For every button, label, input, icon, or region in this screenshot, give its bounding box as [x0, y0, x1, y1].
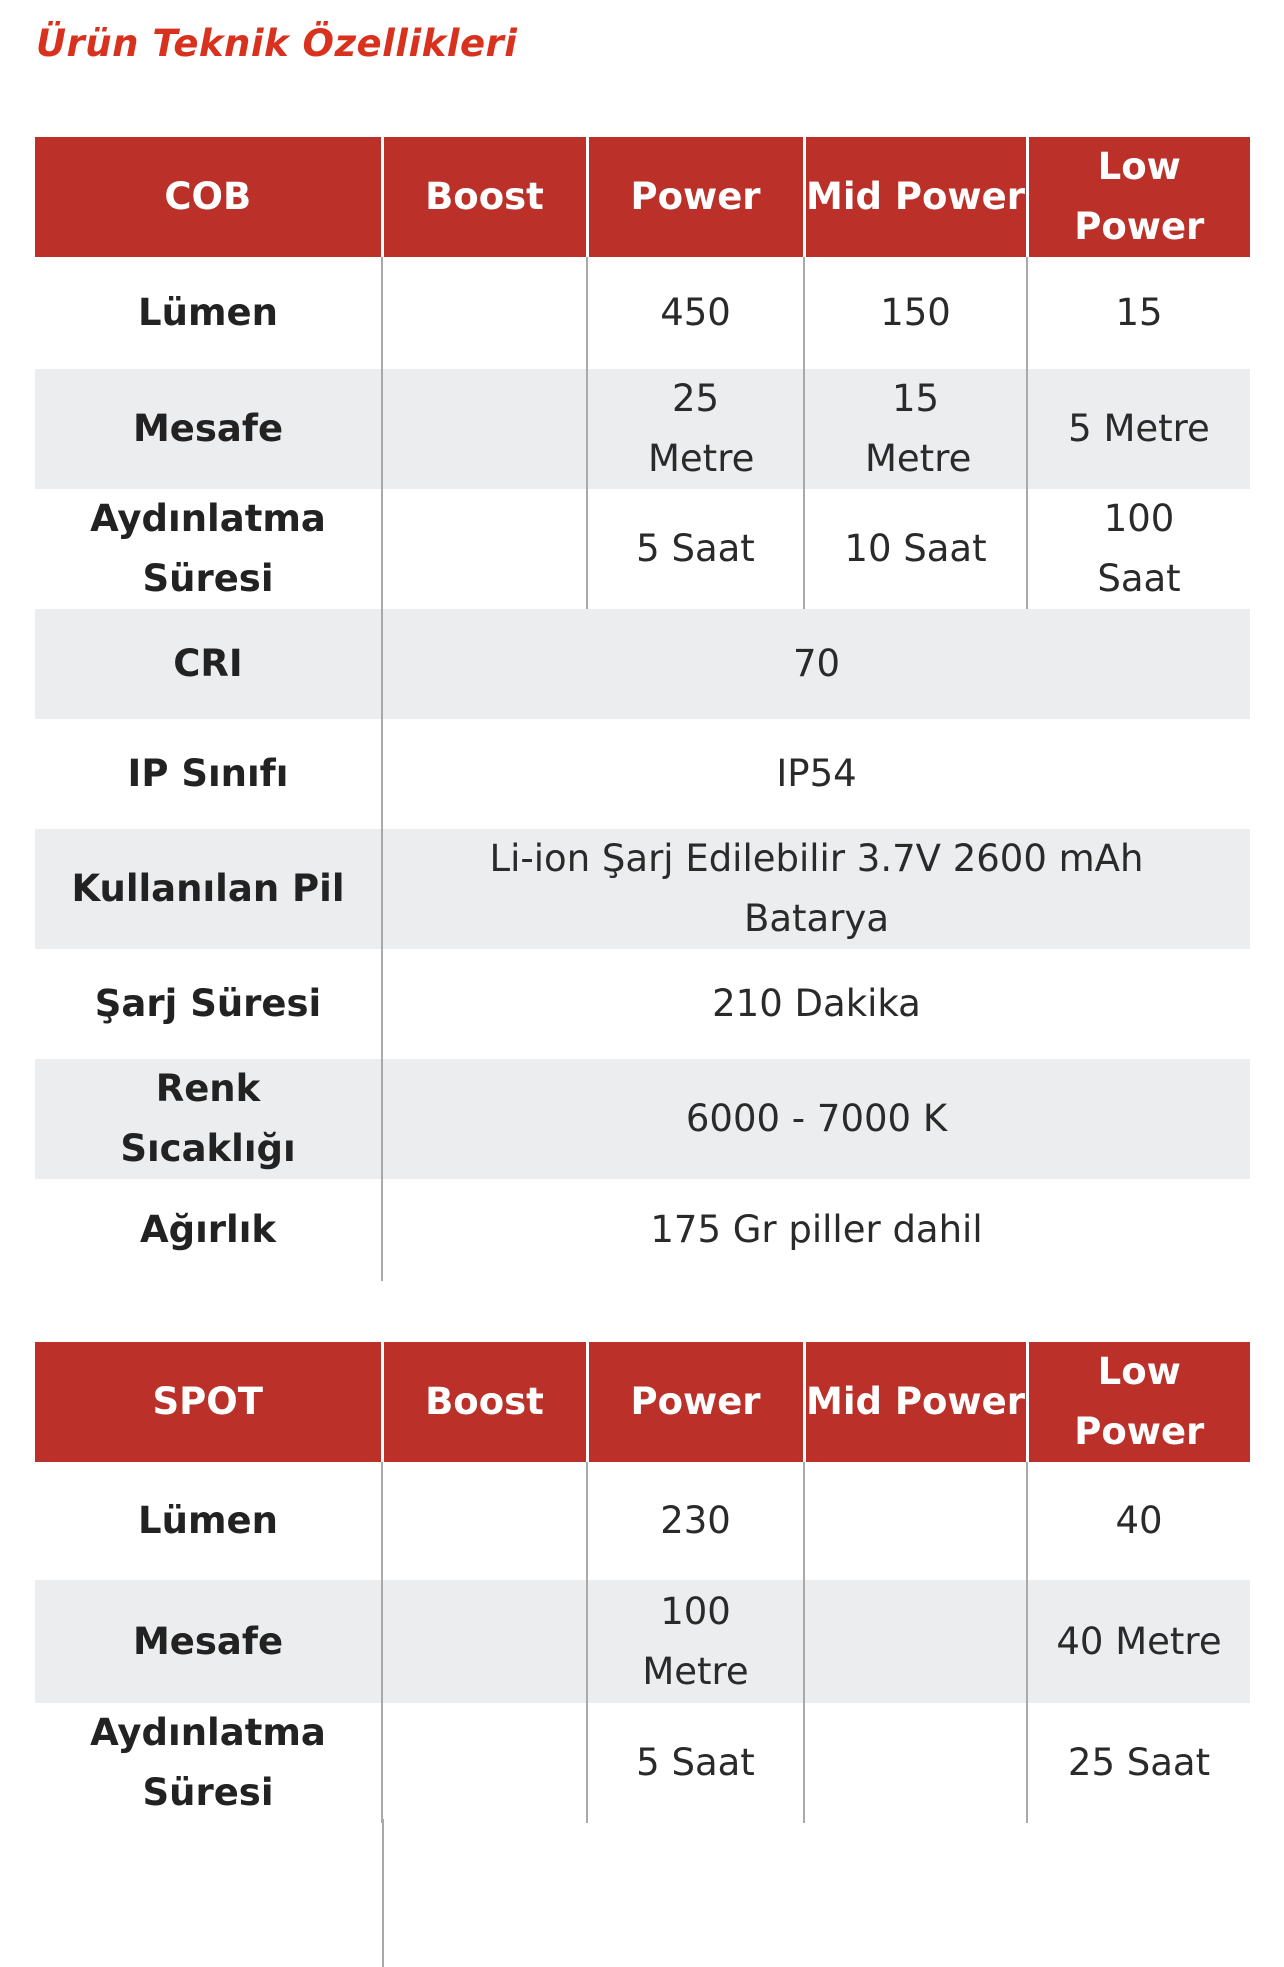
column-header-mid-power: Mid Power [804, 1342, 1027, 1462]
cell-boost [382, 1580, 587, 1703]
column-header-boost: Boost [382, 1342, 587, 1462]
spot-spec-table [35, 1342, 1250, 1823]
row-label-renk: Renk Sıcaklığı [35, 1059, 382, 1179]
cell-ip-value: IP54 [382, 719, 1250, 829]
table-row [35, 609, 1250, 719]
cell-low-power: 100 Saat [1027, 489, 1250, 609]
column-header-mid-power: Mid Power [804, 137, 1027, 257]
row-label-sarj: Şarj Süresi [94, 982, 322, 1025]
row-label-mesafe: Mesafe [35, 1580, 382, 1703]
row-label-agirlik: Ağırlık [139, 1208, 277, 1251]
row-label-aydinlatma: Aydınlatma Süresi [90, 1711, 326, 1814]
cell-mid-power [804, 1580, 1027, 1703]
column-header-boost: Boost [382, 137, 587, 257]
table-row [35, 1580, 1250, 1703]
cell-boost [382, 257, 587, 369]
cell-power: 230 [587, 1462, 804, 1580]
table-row [35, 949, 1250, 1059]
table-row [35, 1179, 1250, 1281]
page-title: Ürün Teknik Özellikleri [36, 22, 518, 65]
cell-boost [382, 369, 587, 489]
column-header-mode: COB [35, 137, 382, 257]
column-header-power: Power [587, 1342, 804, 1462]
cell-cri-value: 70 [382, 609, 1250, 719]
table-row [35, 1059, 1250, 1179]
cell-power: 450 [587, 257, 804, 369]
row-label-lumen: Lümen [138, 291, 278, 334]
cell-low-power: 40 Metre [1027, 1580, 1250, 1703]
table-row [35, 719, 1250, 829]
table-header-row [35, 1342, 1250, 1462]
cob-spec-table [35, 137, 1250, 1281]
cell-power: 100 Metre [587, 1580, 804, 1703]
cell-low-power: 40 [1027, 1462, 1250, 1580]
cell-boost [382, 1462, 587, 1580]
cell-boost [382, 489, 587, 609]
cell-mid-power: 150 [804, 257, 1027, 369]
cell-mid-power [804, 1462, 1027, 1580]
cell-mid-power: 15 Metre [804, 369, 1027, 489]
row-label-lumen: Lümen [138, 1499, 278, 1542]
cell-sarj-value: 210 Dakika [382, 949, 1250, 1059]
cell-power: 25 Metre [587, 369, 804, 489]
cell-renk-value: 6000 - 7000 K [382, 1059, 1250, 1179]
row-label-pil: Kullanılan Pil [35, 829, 382, 949]
cell-power: 5 Saat [587, 1703, 804, 1823]
table-row [35, 1703, 1250, 1823]
table-row [35, 1462, 1250, 1580]
row-label-aydinlatma: Aydınlatma Süresi [90, 497, 326, 600]
cell-low-power: 15 [1027, 257, 1250, 369]
cell-pil-value: Li-ion Şarj Edilebilir 3.7V 2600 mAh Batarya [382, 829, 1250, 949]
cell-low-power: 25 Saat [1027, 1703, 1250, 1823]
table-row [35, 257, 1250, 369]
cell-boost [382, 1703, 587, 1823]
cell-mid-power: 10 Saat [804, 489, 1027, 609]
table-row [35, 489, 1250, 609]
column-header-low-power: Low Power [1027, 1342, 1250, 1462]
cell-agirlik-value: 175 Gr piller dahil [382, 1179, 1250, 1281]
table-header-row [35, 137, 1250, 257]
column-header-power: Power [587, 137, 804, 257]
table-row [35, 369, 1250, 489]
cell-power: 5 Saat [587, 489, 804, 609]
column-header-low-power: Low Power [1027, 137, 1250, 257]
row-label-ip: IP Sınıfı [127, 752, 289, 795]
table-row [35, 829, 1250, 949]
row-label-mesafe: Mesafe [35, 369, 382, 489]
row-label-cri: CRI [35, 609, 382, 719]
column-header-mode: SPOT [35, 1342, 382, 1462]
cell-low-power: 5 Metre [1027, 369, 1250, 489]
cell-mid-power [804, 1703, 1027, 1823]
column-divider [382, 1819, 384, 1967]
